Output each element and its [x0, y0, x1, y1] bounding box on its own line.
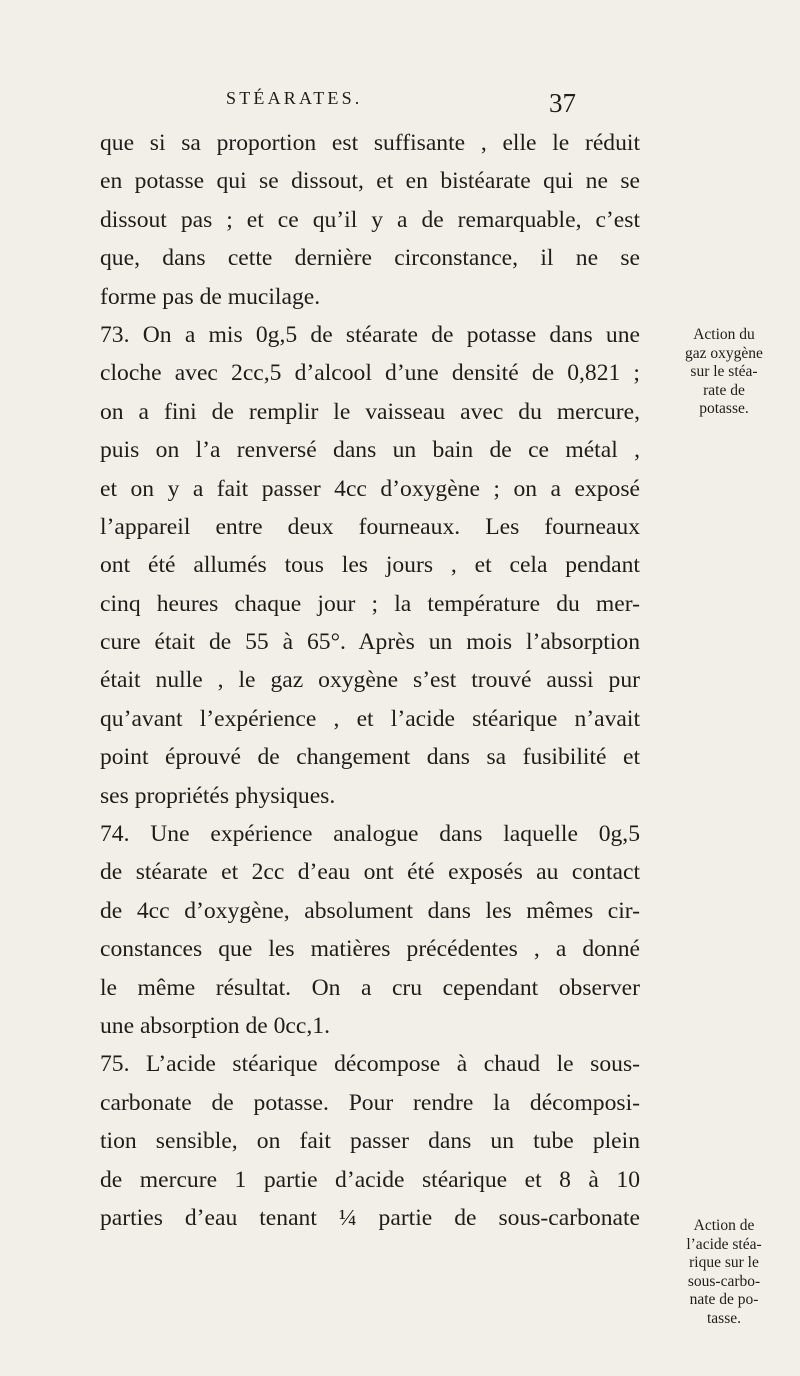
margin-note-line: gaz oxygène — [685, 344, 763, 362]
text-line: était nulle , le gaz oxygène s’est trouvé aussi pur — [100, 667, 640, 694]
margin-note-line: tasse. — [706, 1309, 741, 1327]
text-line: ses propriétés physiques. — [100, 782, 336, 809]
margin-note-line: sous-carbo- — [687, 1272, 761, 1290]
text-line: carbonate de potasse. Pour rendre la décomposi- — [100, 1089, 640, 1116]
text-line: parties d’eau tenant ¼ partie de sous-carbonate — [100, 1204, 640, 1231]
text-line: de 4cc d’oxygène, absolument dans les mêmes cir- — [100, 897, 640, 924]
text-line: et on y a fait passer 4cc d’oxygène ; on a exposé — [100, 475, 640, 502]
paragraph-74-start: 74. Une expérience analogue dans laquelle 0g,5 — [100, 821, 640, 848]
text-line: de stéarate et 2cc d’eau ont été exposés au contact — [100, 859, 640, 886]
paragraph-75-start: 75. L’acide stéarique décompose à chaud le sous- — [100, 1051, 640, 1078]
margin-note-line: rate de — [703, 381, 745, 399]
text-line: cinq heures chaque jour ; la température du mer- — [100, 590, 640, 617]
page-number: 37 — [549, 88, 576, 118]
paragraph-73-start: 73. On a mis 0g,5 de stéarate de potasse dans une — [100, 321, 640, 348]
text-line: que si sa proportion est suffisante , elle le réduit — [100, 130, 640, 156]
text-line: constances que les matières précédentes , a donné — [100, 936, 640, 963]
margin-note-stearic-acid — [658, 1217, 790, 1328]
text-line: ont été allumés tous les jours , et cela pendant — [100, 552, 640, 579]
margin-note-line: Action de — [693, 1217, 755, 1234]
text-line: dissout pas ; et ce qu’il y a de remarquable, c’est — [100, 206, 640, 233]
text-line: on a fini de remplir le vaisseau avec du mercure, — [100, 398, 640, 425]
text-line: le même résultat. On a cru cependant observer — [100, 974, 640, 1001]
body-text — [100, 124, 640, 1237]
margin-note-line: rique sur le — [689, 1254, 759, 1271]
text-line: l’appareil entre deux fourneaux. Les fourneaux — [100, 513, 640, 540]
text-line: point éprouvé de changement dans sa fusibilité et — [100, 744, 640, 771]
margin-note-line: l’acide stéa- — [686, 1235, 762, 1253]
text-line: tion sensible, on fait passer dans un tube plein — [100, 1128, 640, 1155]
text-line: en potasse qui se dissout, et en bistéarate qui ne se — [100, 168, 640, 195]
text-line: cloche avec 2cc,5 d’alcool d’une densité de 0,821 ; — [100, 360, 640, 387]
margin-note-line: sur le stéa- — [690, 363, 758, 380]
text-line: une absorption de 0cc,1. — [100, 1012, 330, 1039]
text-line: forme pas de mucilage. — [100, 283, 321, 310]
text-line: puis on l’a renversé dans un bain de ce métal , — [100, 437, 640, 464]
margin-note-line: nate de po- — [689, 1291, 759, 1308]
margin-note-oxygen — [658, 326, 790, 419]
text-line: que, dans cette dernière circonstance, il ne se — [100, 245, 640, 272]
text-line: de mercure 1 partie d’acide stéarique et 8 à 10 — [100, 1166, 640, 1193]
margin-note-line: Action du — [693, 326, 755, 343]
running-title: STÉARATES. — [226, 88, 363, 108]
margin-note-line: potasse. — [699, 400, 749, 417]
text-line: cure était de 55 à 65°. Après un mois l’absorption — [100, 629, 640, 656]
text-line: qu’avant l’expérience , et l’acide stéarique n’avait — [100, 705, 640, 732]
